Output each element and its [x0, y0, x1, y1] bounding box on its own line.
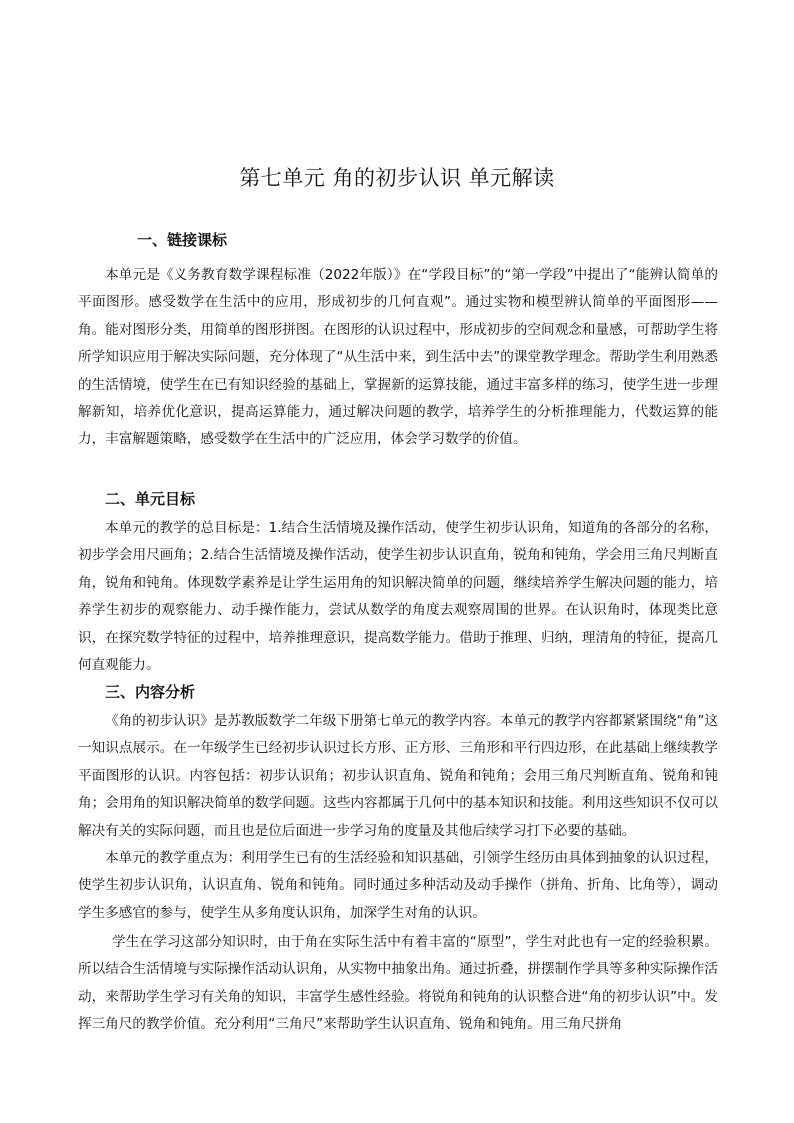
page-title: 第七单元 角的初步认识 单元解读	[239, 166, 555, 190]
paragraph-content-analysis-2: 本单元的教学重点为：利用学生已有的生活经验和知识基础，引领学生经历由具体到抽象的认识过程，使学生初步认识角，认识直角、锐角和钝角。同时通过多种活动及动手操作（拼角、折角、比角等），调动学生多感官的参与，使学生从多角度认识角，加深学生对角的认识。	[78, 850, 718, 921]
paragraph-unit-goals: 本单元的教学的总目标是：1.结合生活情境及操作活动，使学生初步认识角，知道角的各部分的名称，初步学会用尺画角；2.结合生活情境及操作活动，使学生初步认识直角，锐角和钝角，学会用三角尺判断直角，锐角和钝角。体现数学素养是让学生运用角的知识解决简单的问题，继续培养学生解决问题的能力，培养学生初步的观察能力、动手操作能力，尝试从数学的角度去观察周围的世界。在认识角时，体现类比意识，在探究数学特征的过程中，培养推理意识，提高数学能力。借助于推理、归纳，理清角的特征，提高几何直观能力。	[78, 520, 718, 674]
section-heading-curriculum-link: 一、链接课标	[137, 231, 228, 249]
paragraph-curriculum-link: 本单元是《义务教育数学课程标准（2022年版）》在“学段目标”的“第一学段”中提出了“能辨认简单的平面图形。感受数学在生活中的应用，形成初步的几何直观”。通过实物和模型辨认简单的平面图形——角。能对图形分类，用简单的图形拼图。在图形的认识过程中，形成初步的空间观念和量感，可帮助学生将所学知识应用于解决实际问题，充分体现了“从生活中来，到生活中去”的课堂教学理念。帮助学生利用熟悉的生活情境，使学生在已有知识经验的基础上，掌握新的运算技能，通过丰富多样的练习，使学生进一步理解新知，培养优化意识，提高运算能力，通过解决问题的教学，培养学生的分析推理能力，代数运算的能力，丰富解题策略，感受数学在生活中的广泛应用，体会学习数学的价值。	[78, 267, 718, 448]
section-heading-unit-goals: 二、单元目标	[105, 490, 196, 508]
paragraph-content-analysis-1: 《角的初步认识》是苏教版数学二年级下册第七单元的教学内容。本单元的教学内容都紧紧围绕“角”这一知识点展示。在一年级学生已经初步认识过长方形、正方形、三角形和平行四边形，在此基础上继续教学平面图形的认识。内容包括：初步认识角；初步认识直角、锐角和钝角；会用三角尺判断直角、锐角和钝角；会用角的知识解决简单的数学问题。这些内容都属于几何中的基本知识和技能。利用这些知识不仅可以解决有关的实际问题，而且也是位后面进一步学习角的度量及其他后续学习打下必要的基础。	[78, 713, 718, 839]
section-heading-content-analysis: 三、内容分析	[105, 683, 196, 701]
paragraph-content-analysis-3: 学生在学习这部分知识时，由于角在实际生活中有着丰富的“原型”，学生对此也有一定的经验积累。所以结合生活情境与实际操作活动认识角，从实物中抽象出角。通过折叠，拼摆制作学具等多种实际操作活动，来帮助学生学习有关角的知识，丰富学生感性经验。将锐角和钝角的认识整合进“角的初步认识”中。发挥三角尺的教学价值。充分利用“三角尺”来帮助学生认识直角、锐角和钝角。用三角尺拼角	[78, 934, 718, 1033]
